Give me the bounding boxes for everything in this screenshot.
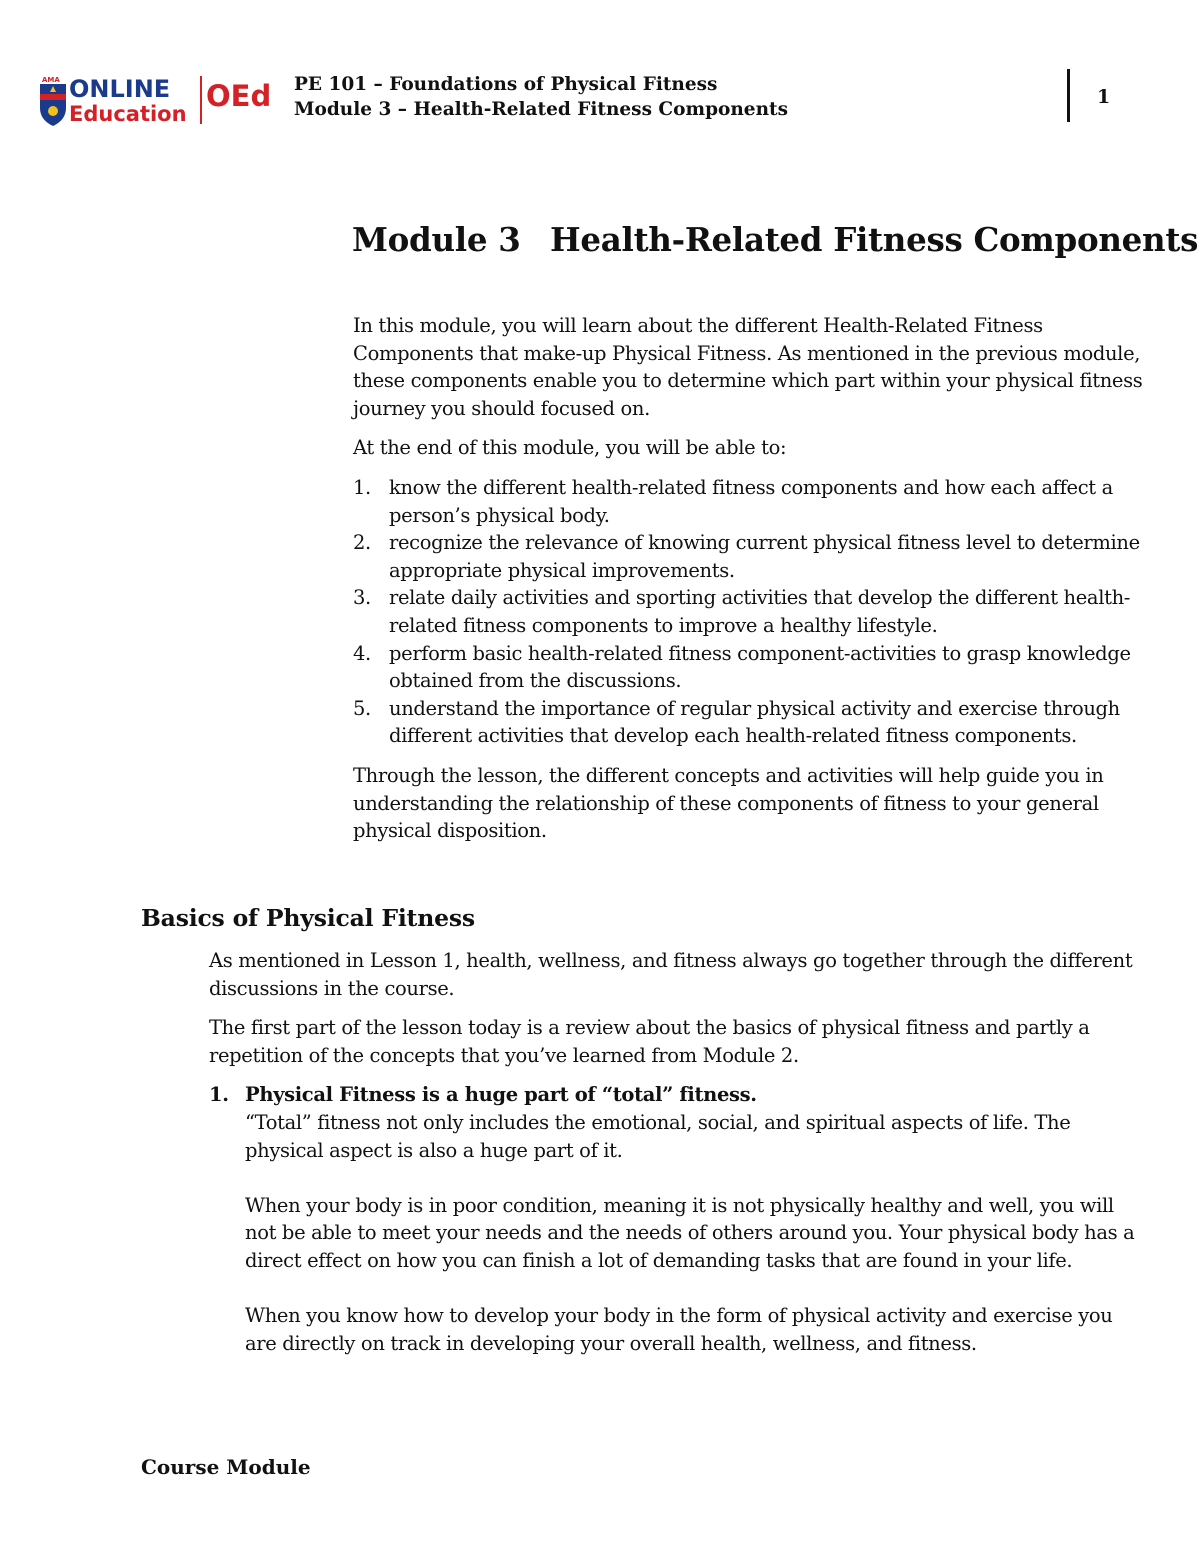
module-subtitle: Module 3 – Health-Related Fitness Components <box>294 99 788 120</box>
numbered-point <box>209 1081 1149 1357</box>
basics-paragraph-1: As mentioned in Lesson 1, health, wellness, and fitness always go together through the different discussions in the course. <box>209 949 1133 1000</box>
module-name: Health-Related Fitness Components <box>550 220 1199 259</box>
logo-line-education: Education <box>69 102 187 126</box>
list-item: 4. perform basic health-related fitness component-activities to grasp knowledge obtained from the discussions. <box>353 641 1131 693</box>
intro-closing: Through the lesson, the different concepts and activities will help guide you in understanding the relationship of these components of fitness to your general physical disposition. <box>353 763 1104 843</box>
header-divider <box>1067 69 1070 122</box>
running-header <box>294 72 788 122</box>
point-paragraph-2: When your body is in poor condition, meaning it is not physically healthy and well, you will not be able to meet your needs and the needs of others around you. Your physical body has a direct effect on how you can finish a lot of demanding tasks that are found in your life. <box>245 1193 1135 1272</box>
point-paragraph-3: When you know how to develop your body in the form of physical activity and exercise you are directly on track in developing your overall health, wellness, and fitness. <box>245 1304 1113 1355</box>
section-heading: Basics of Physical Fitness <box>141 904 475 932</box>
intro-paragraph: In this module, you will learn about the different Health-Related Fitness Components that make-up Physical Fitness. As mentioned in the previous module, these components enable you to determine which part within your physical fitness journey you should focused on. <box>353 314 1143 420</box>
objectives-lead: At the end of this module, you will be able to: <box>353 436 787 460</box>
intro-section <box>353 312 1153 857</box>
logo-line-online: ONLINE <box>69 75 171 103</box>
basics-section <box>209 947 1149 1385</box>
page-number: 1 <box>1097 86 1111 108</box>
list-item: 2. recognize the relevance of knowing current physical fitness level to determine appropriate physical improvements. <box>353 531 1140 582</box>
list-item: 1. know the different health-related fitness components and how each affect a person’s physical body. <box>353 475 1113 527</box>
list-item: 5. understand the importance of regular physical activity and exercise through different activities that develop each health-related fitness components. <box>353 696 1120 748</box>
logo-badge-text: AMA <box>42 76 60 84</box>
module-number: Module 3 <box>352 220 521 259</box>
shield-crest-icon <box>40 76 66 126</box>
online-education-logo <box>36 70 274 130</box>
point-heading: Physical Fitness is a huge part of “total” fitness. <box>245 1083 757 1107</box>
page-title <box>352 220 1198 259</box>
logo-mark-oed: OEd <box>206 79 272 113</box>
course-title: PE 101 – Foundations of Physical Fitness <box>294 74 718 95</box>
list-item: 3. relate daily activities and sporting activities that develop the different health-related fitness components to improve a healthy lifestyle. <box>353 586 1131 637</box>
point-number: 1. <box>209 1083 229 1107</box>
footer-label: Course Module <box>141 1455 311 1479</box>
objectives-list <box>353 474 1153 750</box>
point-paragraph-1: “Total” fitness not only includes the emotional, social, and spiritual aspects of life. The physical aspect is also a huge part of it. <box>245 1110 1071 1162</box>
basics-paragraph-2: The first part of the lesson today is a review about the basics of physical fitness and partly a repetition of the concepts that you’ve learned from Module 2. <box>209 1016 1090 1067</box>
